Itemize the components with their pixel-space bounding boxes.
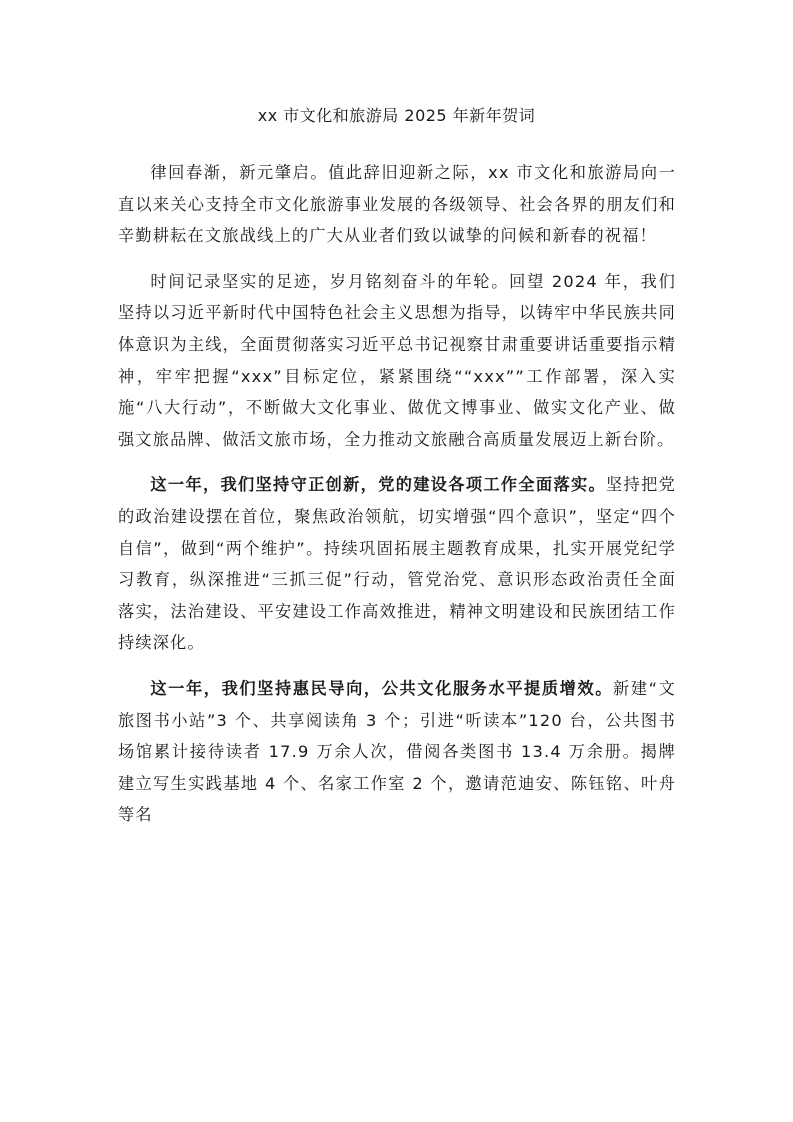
paragraph-text: 坚持把党的政治建设摆在首位，聚焦政治领航，切实增强“四个意识”，坚定“四个自信”，做到“两个维护”。持续巩固拓展主题教育成果，扎实开展党纪学习教育，纵深推进“三抓三促”行动，管党治党、意识形态政治责任全面落实，法治建设、平安建设工作高效推进，精神文明建设和民族团结工作持续深化。: [118, 475, 676, 653]
paragraph-public-service: [118, 673, 676, 831]
document-title: xx 市文化和旅游局 2025 年新年贺词: [257, 106, 536, 125]
paragraph-lead: 这一年，我们坚持守正创新，党的建设各项工作全面落实。: [150, 475, 607, 495]
paragraph-greeting: [118, 157, 676, 252]
document-body: [118, 157, 676, 845]
paragraph-party-building: [118, 469, 676, 659]
paragraph-review-2024: [118, 266, 676, 456]
paragraph-text: 时间记录坚实的足迹，岁月铭刻奋斗的年轮。回望 2024 年，我们坚持以习近平新时代中国特色社会主义思想为指导，以铸牢中华民族共同体意识为主线，全面贯彻落实习近平总书记视察甘肃重要讲话重要指示精神，牢牢把握“xxx”目标定位，紧紧围绕““xxx””工作部署，深入实施“八大行动”，不断做大文化事业、做优文博事业、做实文化产业、做强文旅品牌、做活文旅市场，全力推动文旅融合高质量发展迈上新台阶。: [118, 271, 676, 449]
paragraph-lead: 这一年，我们坚持惠民导向，公共文化服务水平提质增效。: [150, 678, 614, 698]
paragraph-text: 律回春渐，新元肇启。值此辞旧迎新之际，xx 市文化和旅游局向一直以来关心支持全市文化旅游事业发展的各级领导、社会各界的朋友们和辛勤耕耘在文旅战线上的广大从业者们致以诚挚的问候和新春的祝福！: [118, 163, 676, 246]
paragraph-text: 新建“文旅图书小站”3 个、共享阅读角 3 个；引进“听读本”120 台，公共图书场馆累计接待读者 17.9 万余人次，借阅各类图书 13.4 万余册。揭牌建立写生实践基地 4 个、名家工作室 2 个，邀请范迪安、陈钰铭、叶舟等名: [118, 678, 676, 825]
